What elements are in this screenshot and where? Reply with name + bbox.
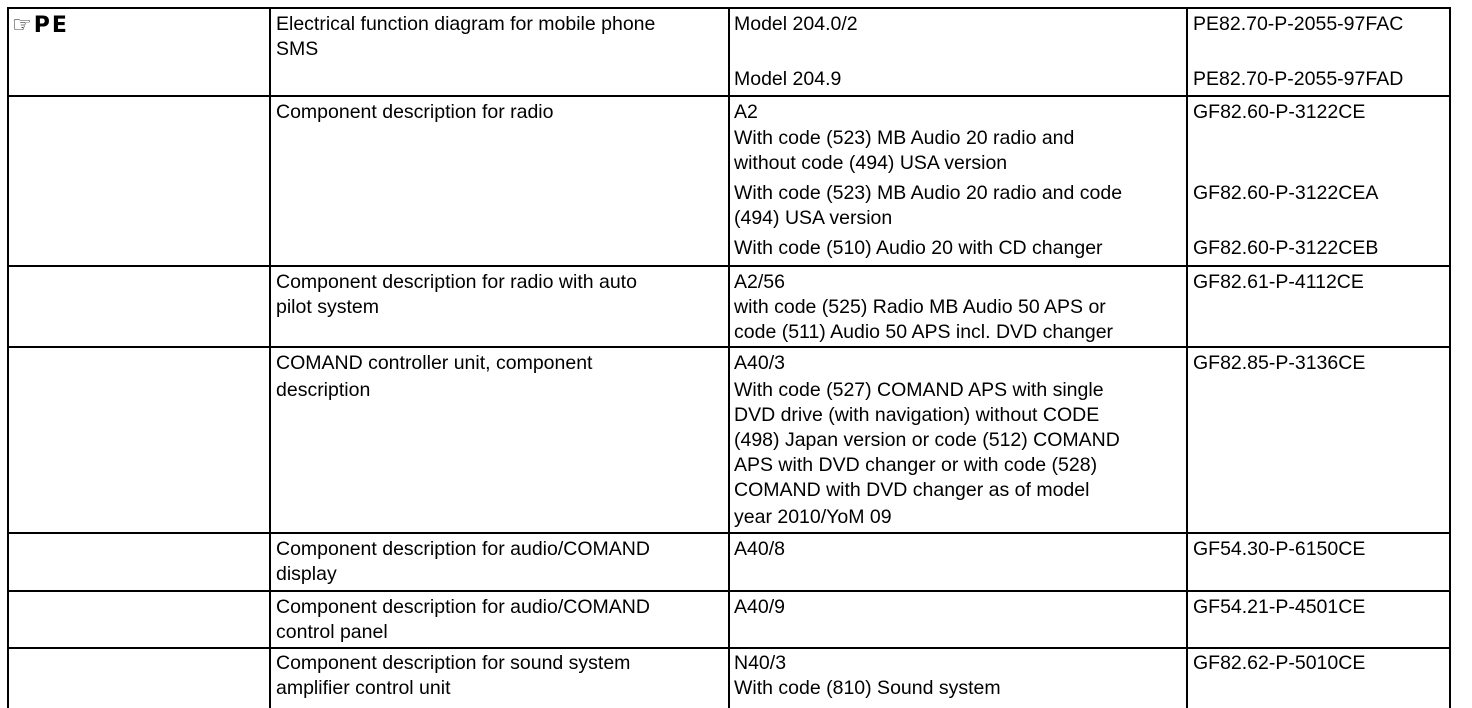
row-reference: GF82.60-P-3122CEA	[1193, 182, 1379, 204]
row-reference: GF82.60-P-3122CEB	[1193, 237, 1379, 259]
row-reference: PE82.70-P-2055-97FAC	[1193, 13, 1404, 35]
pe-tag	[12, 12, 69, 40]
row-detail: year 2010/YoM 09	[734, 506, 892, 528]
row-detail: COMAND with DVD changer as of model	[734, 479, 1090, 501]
row-description: amplifier control unit	[276, 677, 451, 699]
row-detail: without code (494) USA version	[734, 152, 1008, 174]
row-detail: A40/9	[734, 596, 785, 618]
row-description: pilot system	[276, 296, 379, 318]
pe-label: PE	[33, 13, 69, 38]
row-detail: With code (527) COMAND APS with single	[734, 379, 1104, 401]
row-description: Component description for audio/COMAND	[276, 596, 650, 618]
pointing-hand-icon: ☞	[12, 13, 32, 38]
row-detail: A2/56	[734, 271, 785, 293]
table-rule	[269, 7, 271, 708]
row-detail: With code (510) Audio 20 with CD changer	[734, 237, 1103, 259]
row-reference: GF82.85-P-3136CE	[1193, 352, 1366, 374]
row-detail: With code (810) Sound system	[734, 677, 1001, 699]
row-detail: With code (523) MB Audio 20 radio and	[734, 127, 1075, 149]
row-description: SMS	[276, 38, 319, 60]
row-detail: A2	[734, 101, 758, 123]
row-description: display	[276, 563, 337, 585]
row-description: Component description for radio with auto	[276, 271, 637, 293]
row-detail: Model 204.0/2	[734, 13, 858, 35]
row-description: Electrical function diagram for mobile phone	[276, 13, 656, 35]
row-reference: GF82.62-P-5010CE	[1193, 652, 1366, 674]
table-rule	[728, 7, 730, 708]
table-rule	[1186, 7, 1188, 708]
row-description: control panel	[276, 621, 388, 643]
row-reference: GF54.30-P-6150CE	[1193, 538, 1366, 560]
row-detail: APS with DVD changer or with code (528)	[734, 454, 1098, 476]
row-detail: A40/3	[734, 352, 785, 374]
row-description: Component description for audio/COMAND	[276, 538, 650, 560]
row-description: COMAND controller unit, component	[276, 352, 593, 374]
table-rule	[7, 7, 9, 708]
row-reference: GF82.61-P-4112CE	[1193, 271, 1364, 293]
row-detail: With code (523) MB Audio 20 radio and code	[734, 182, 1123, 204]
row-detail: (498) Japan version or code (512) COMAND	[734, 429, 1120, 451]
row-detail: (494) USA version	[734, 207, 893, 229]
row-detail: A40/8	[734, 538, 785, 560]
row-reference: GF54.21-P-4501CE	[1193, 596, 1366, 618]
row-detail: N40/3	[734, 652, 787, 674]
row-description: Component description for sound system	[276, 652, 631, 674]
table-rule	[1449, 7, 1451, 708]
row-description: description	[276, 379, 371, 401]
row-description: Component description for radio	[276, 101, 554, 123]
row-detail: DVD drive (with navigation) without CODE	[734, 404, 1100, 426]
row-detail: Model 204.9	[734, 68, 842, 90]
row-reference: GF82.60-P-3122CE	[1193, 101, 1366, 123]
row-detail: code (511) Audio 50 APS incl. DVD changer	[734, 321, 1114, 343]
row-detail: with code (525) Radio MB Audio 50 APS or	[734, 296, 1106, 318]
row-reference: PE82.70-P-2055-97FAD	[1193, 68, 1404, 90]
